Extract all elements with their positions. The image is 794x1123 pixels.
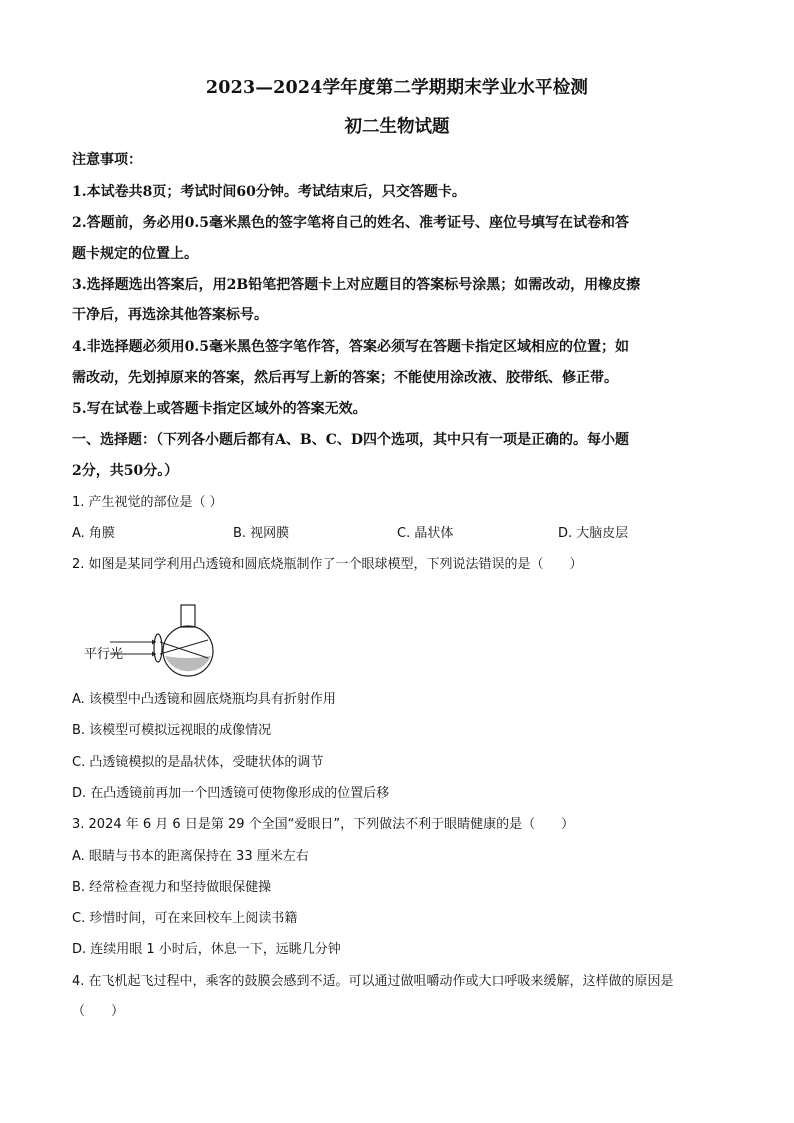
- eye-model-diagram: [78, 600, 228, 680]
- exam-subtitle: 初二生物试题: [344, 117, 450, 137]
- question-2-option-b: B. 该模型可模拟远视眼的成像情况: [72, 723, 272, 738]
- notice-line: 5.写在试卷上或答题卡指定区域外的答案无效。: [72, 401, 367, 417]
- question-1-option-c: C. 晶状体: [397, 526, 454, 541]
- eye-model-figure: [78, 600, 228, 680]
- notice-line: 4.非选择题必须用0.5毫米黑色签字笔作答，答案必须写在答题卡指定区域相应的位置；如: [72, 339, 629, 355]
- notice-line: 题卡规定的位置上。: [72, 246, 198, 262]
- notice-heading: 注意事项：: [72, 152, 142, 168]
- question-4-stem: 4. 在飞机起飞过程中，乘客的鼓膜会感到不适。可以通过做咀嚼动作或大口呼吸来缓解，这样做的原因是: [72, 974, 674, 989]
- question-3-option-c: C. 珍惜时间，可在来回校车上阅读书籍: [72, 911, 298, 926]
- figure-label-parallel-light: 平行光: [84, 647, 124, 662]
- question-2-option-c: C. 凸透镜模拟的是晶状体，受睫状体的调节: [72, 755, 324, 770]
- notice-line: 干净后，再选涂其他答案标号。: [72, 307, 268, 323]
- question-1-option-a: A. 角膜: [72, 526, 115, 541]
- notice-line: 需改动，先划掉原来的答案，然后再写上新的答案；不能使用涂改液、胶带纸、修正带。: [72, 370, 618, 386]
- question-1-stem: 1. 产生视觉的部位是（ ）: [72, 495, 223, 510]
- question-3-option-b: B. 经常检查视力和坚持做眼保健操: [72, 880, 272, 895]
- question-1-option-d: D. 大脑皮层: [558, 526, 629, 541]
- question-2-option-a: A. 该模型中凸透镜和圆底烧瓶均具有折射作用: [72, 692, 336, 707]
- question-2-option-d: D. 在凸透镜前再加一个凹透镜可使物像形成的位置后移: [72, 786, 390, 801]
- question-4-stem-cont: （ ）: [72, 1004, 125, 1019]
- question-3-option-d: D. 连续用眼 1 小时后，休息一下，远眺几分钟: [72, 942, 341, 957]
- notice-line: 1.本试卷共8页；考试时间60分钟。考试结束后，只交答题卡。: [72, 184, 466, 200]
- exam-title: 2023—2024学年度第二学期期末学业水平检测: [205, 78, 589, 98]
- question-1-option-b: B. 视网膜: [233, 526, 290, 541]
- question-2-stem: 2. 如图是某同学利用凸透镜和圆底烧瓶制作了一个眼球模型，下列说法错误的是（ ）: [72, 557, 583, 572]
- notice-line: 2.答题前，务必用0.5毫米黑色的签字笔将自己的姓名、准考证号、座位号填写在试卷和答: [72, 215, 629, 231]
- section-heading-cont: 2分，共50分。）: [72, 463, 179, 479]
- notice-line: 3.选择题选出答案后，用2B铅笔把答题卡上对应题目的答案标号涂黑；如需改动，用橡皮擦: [72, 277, 641, 293]
- question-3-option-a: A. 眼睛与书本的距离保持在 33 厘米左右: [72, 849, 309, 864]
- section-heading: 一、选择题：（下列各小题后都有A、B、C、D四个选项，其中只有一项是正确的。每小题: [72, 432, 629, 448]
- question-3-stem: 3. 2024 年 6 月 6 日是第 29 个全国“爱眼日”，下列做法不利于眼睛健康的是（ ）: [72, 817, 575, 832]
